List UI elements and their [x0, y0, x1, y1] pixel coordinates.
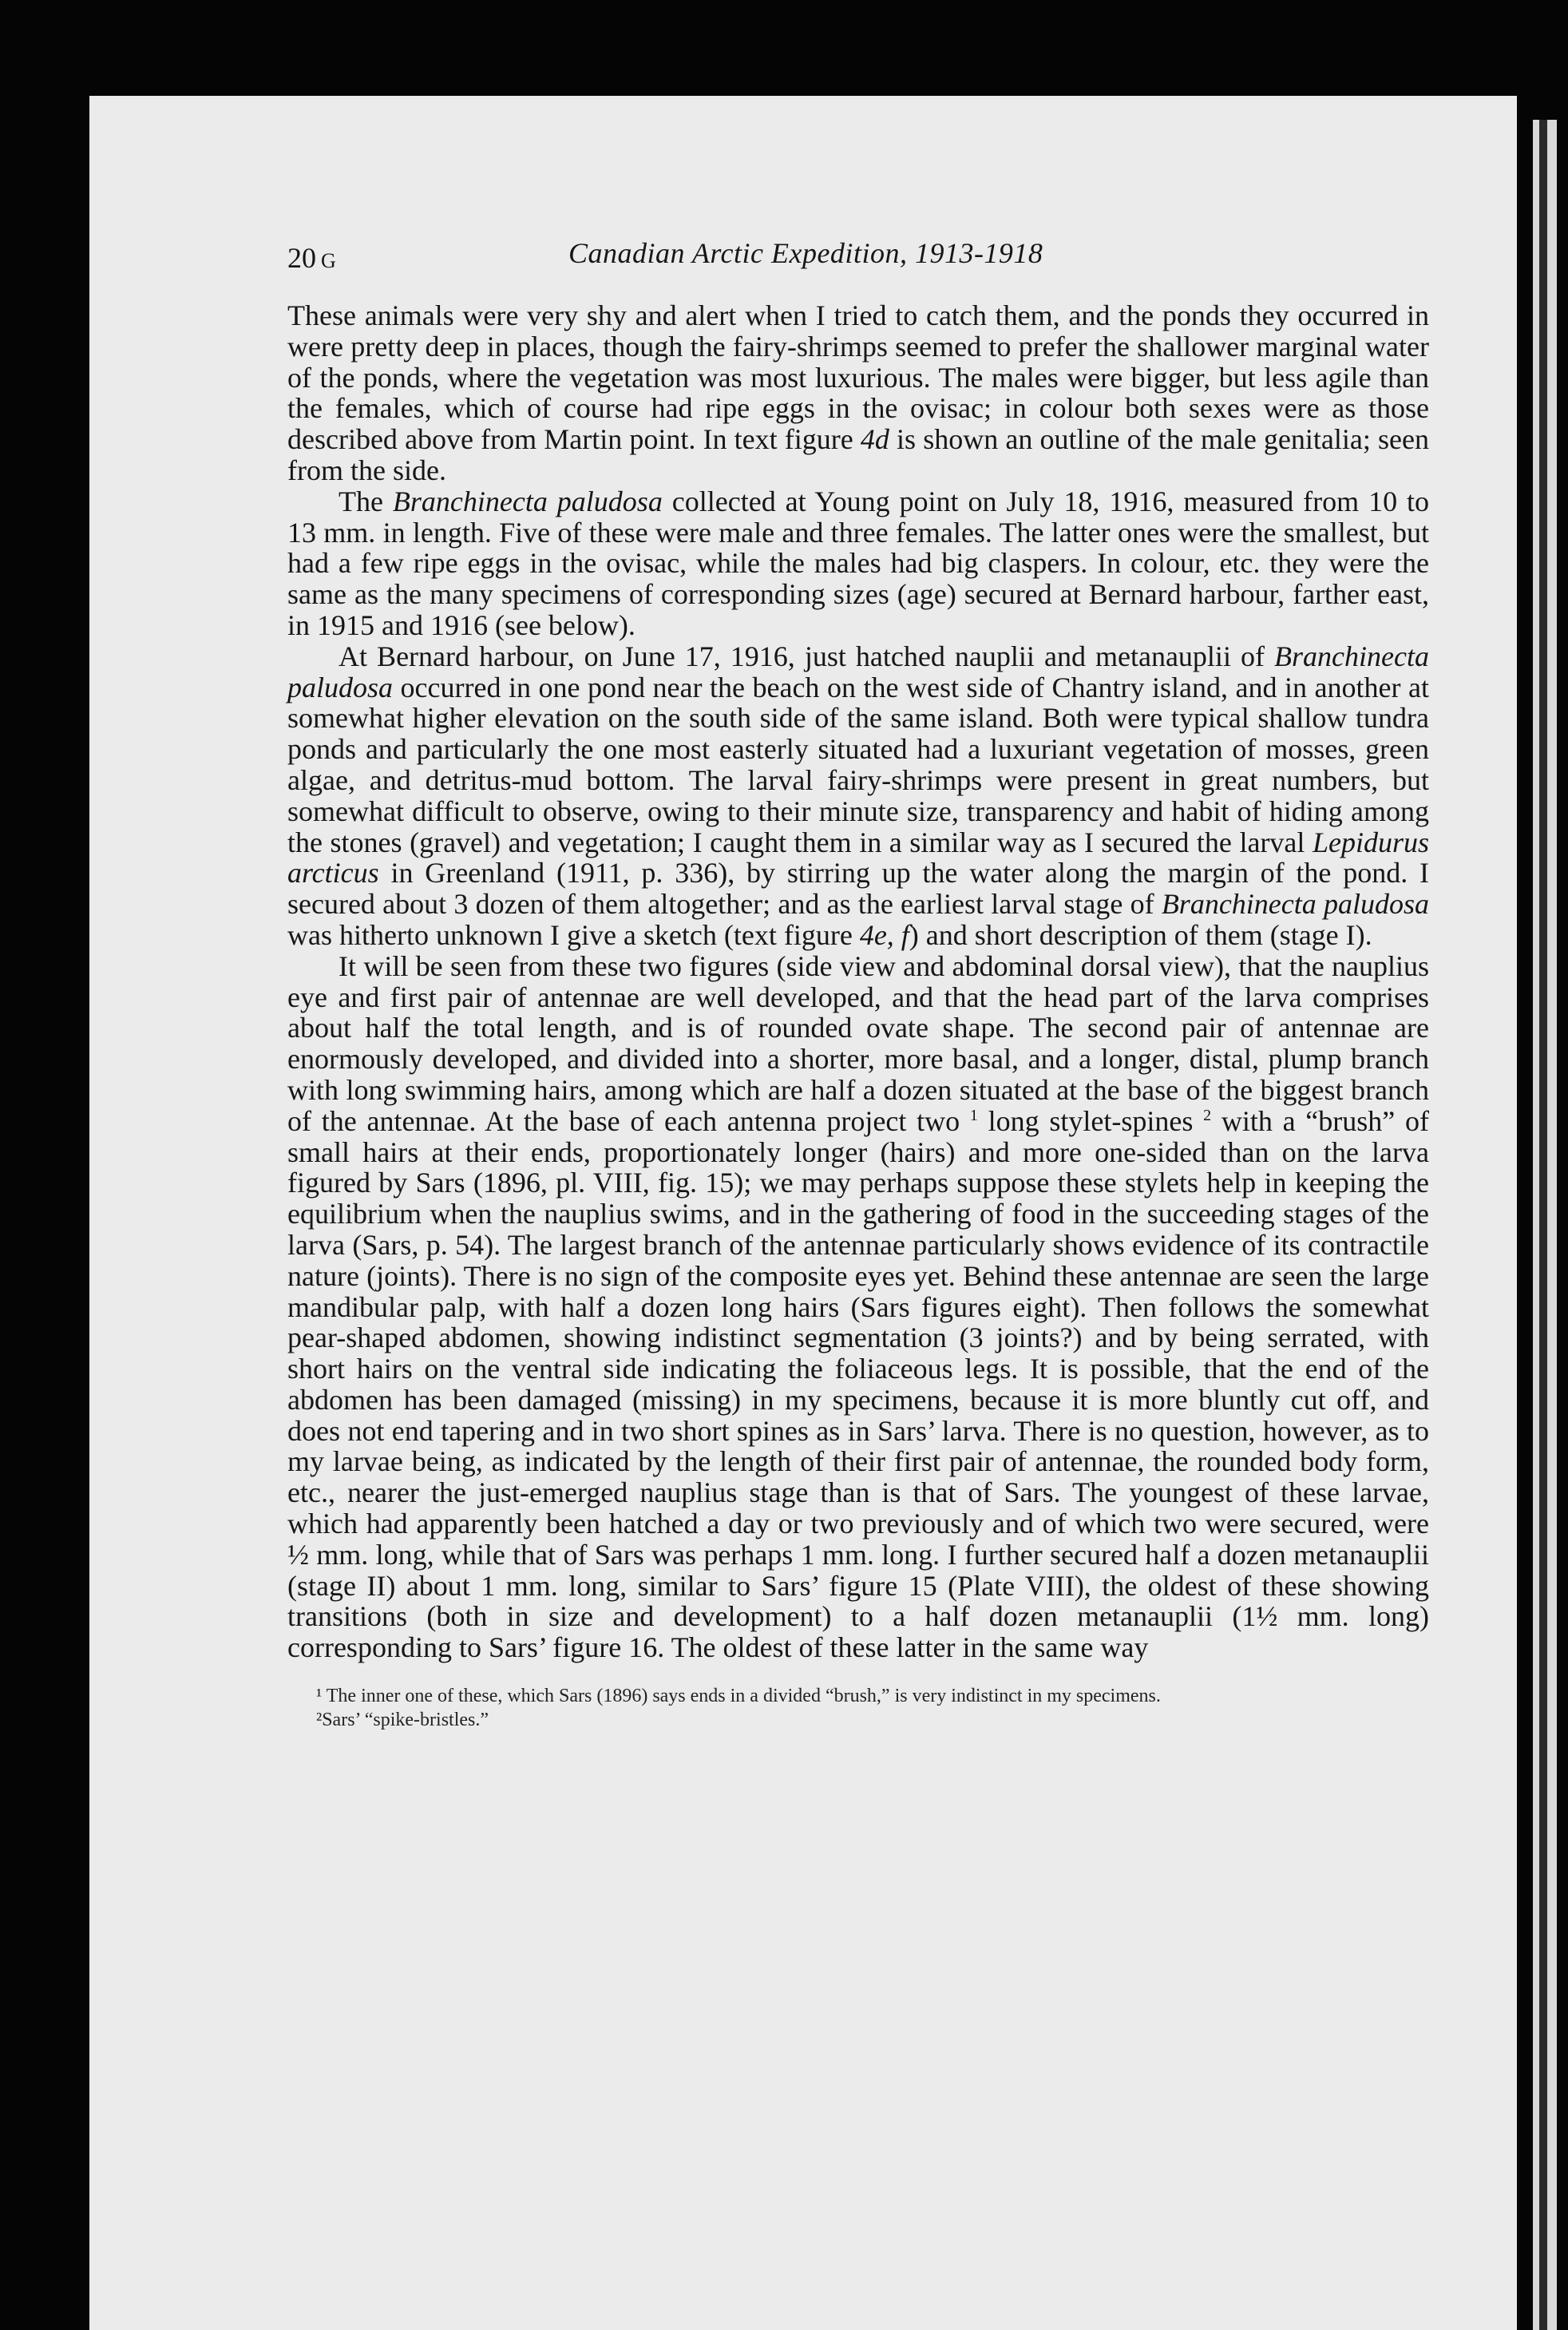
text-run: with a “brush” of small hairs at their ends, proportionately longer (hairs) and more one-sided than on the larva figured by Sars (1896, pl. VIII, fig. 15); we may perhaps suppose these stylets help in keeping the equilibrium when the nauplius swims, and in the gathering of food in the succeeding stages of the larva (Sars, p. 54). The largest branch of the antennae particularly shows evidence of its contractile nature (joints). There is no sign of the composite eyes yet. Behind these antennae are seen the large mandibular palp, with half a dozen long hairs (Sars figures eight). Then follows the somewhat pear-shaped abdomen, showing indistinct segmentation (3 joints?) and by being serrated, with short hairs on the ventral side indicating the foliaceous legs. It is possible, that the end of the abdomen has been damaged (missing) in my specimens, because it is more bluntly cut off, and does not end tapering and in two short spines as in Sars’ larva. There is no question, however, as to my larvae being, as indicated by the length of their first pair of antennae, the rounded body form, etc., nearer the just-emerged nauplius stage than is that of Sars. The youngest of these larvae, which had apparently been hatched a day or two previously and of which two were secured, were ½ mm. long, while that of Sars was perhaps 1 mm. long. I further secured half a dozen metanauplii (stage II) about 1 mm. long, similar to Sars’ figure 15 (Plate VIII), the oldest of these showing transitions (both in size and development) to a half dozen metanauplii (1½ mm. long) corresponding to Sars’ figure 16. The oldest of these latter in the same way [287, 1104, 1430, 1664]
paragraph [287, 641, 1429, 951]
paragraph [287, 300, 1429, 486]
page-text [287, 225, 1429, 1732]
text-run: is shown an outline of the male genitalia; seen from the side. [287, 423, 1429, 486]
paragraph [287, 486, 1429, 641]
italic-term: Branchinecta paludosa [287, 640, 1429, 703]
text-run: ) and short description of them (stage I). [909, 918, 1372, 951]
italic-term: 4e, f [859, 918, 909, 951]
running-head [287, 225, 1429, 273]
italic-term: Lepidurus arcticus [287, 826, 1429, 890]
footnote-ref: 2 [1203, 1106, 1212, 1124]
binding-shadow [1539, 120, 1547, 2330]
text-run: in Greenland (1911, p. 336), by stirring up the water along the margin of the pond. I secured about 3 dozen of them altogether; and as the earliest larval stage of [287, 857, 1429, 921]
paragraph [287, 951, 1429, 1663]
italic-term: 4d [860, 423, 889, 456]
italic-term: Branchinecta paludosa [1161, 888, 1429, 921]
text-run: collected at Young point on July 18, 1916, measured from 10 to 13 mm. in length. Five of these were male and three females. The latter ones were the smallest, but had a few ripe eggs in the ovisac, while the males had big claspers. In colour, etc. they were the same as the many specimens of corresponding sizes (age) secured at Bernard harbour, farther east, in 1915 and 1916 (see below). [287, 485, 1430, 641]
italic-term: Branchinecta paludosa [392, 485, 663, 517]
page-number-value: 20 [287, 242, 316, 274]
footnote-1: ¹ The inner one of these, which Sars (1896) says ends in a divided “brush,” is very indistinct in my specimens. [316, 1686, 1161, 1707]
footnote-2: ²Sars’ “spike-bristles.” [316, 1710, 489, 1731]
text-run: It will be seen from these two figures (side view and abdominal dorsal view), that the nauplius eye and first pair of antennae are well developed, and that the head part of the larva comprises about half the total length, and is of rounded ovate shape. The second pair of antennae are enormously developed, and divided into a shorter, more basal, and a longer, distal, plump branch with long swimming hairs, among which are half a dozen situated at the base of the biggest branch of the antennae. At the base of each antenna project two [287, 949, 1429, 1137]
text-run: At Bernard harbour, on June 17, 1916, just hatched nauplii and metanauplii of [339, 640, 1275, 672]
text-run: The [339, 485, 393, 517]
footnote-ref: 1 [969, 1106, 978, 1124]
footnotes [287, 1684, 1429, 1732]
page-number [287, 241, 336, 275]
page-number-suffix: G [321, 249, 336, 272]
body-text [287, 300, 1429, 1663]
text-run: long stylet-spines [977, 1104, 1204, 1137]
running-title: Canadian Arctic Expedition, 1913-1918 [568, 237, 1043, 269]
text-run: occurred in one pond near the beach on the west side of Chantry island, and in another at somewhat higher elevation on the south side of the same island. Both were typical shallow tundra ponds and particularly the one most easterly situated had a luxuriant vegetation of mosses, green algae, and detritus-mud bottom. The larval fairy-shrimps were present in great numbers, but somewhat difficult to observe, owing to their minute size, transparency and habit of hiding among the stones (gravel) and vegetation; I caught them in a similar way as I secured the larval [287, 671, 1429, 858]
text-run: was hitherto unknown I give a sketch (text figure [287, 918, 860, 951]
text-run: These animals were very shy and alert when I tried to catch them, and the ponds they occurred in were pretty deep in places, though the fairy-shrimps seemed to prefer the shallower marginal water of the ponds, where the vegetation was most luxurious. The males were bigger, but less agile than the females, which of course had ripe eggs in the ovisac; in colour both sexes were as those described above from Martin point. In text figure [287, 299, 1429, 456]
